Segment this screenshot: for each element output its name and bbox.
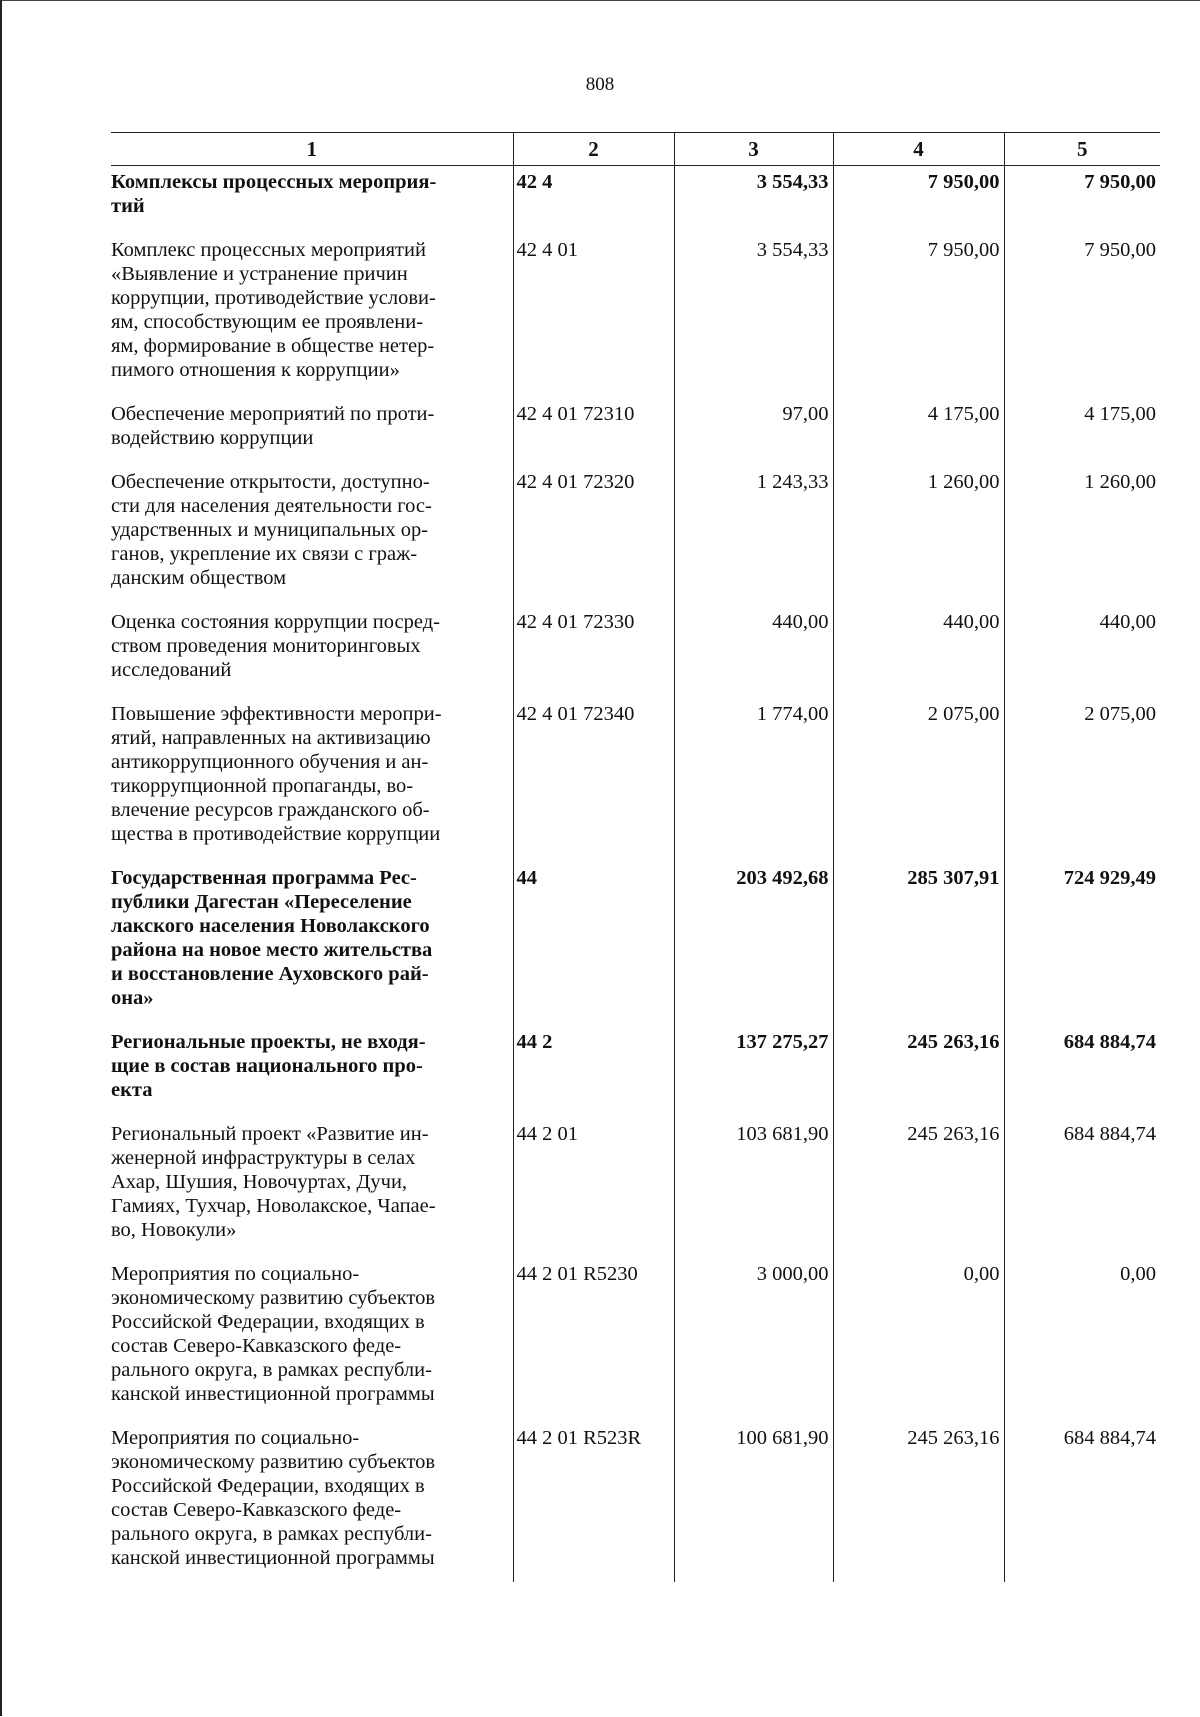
row-value-col4: 245 263,16 [833,1422,1004,1582]
row-code-cell: 44 [513,862,674,1026]
row-name-cell: Комплекс процессных мероприятий «Выявление и устранение причин коррупции, противодействие услови- ям, способствующим ее проявлени- ям, формирование в обществе нетер- пимого отношения к коррупции» [111,239,436,381]
column-header-2: 2 [513,133,674,166]
header-row [111,133,1160,166]
row-value-col3: 3 554,33 [674,166,833,235]
row-value-col4: 7 950,00 [833,166,1004,235]
row-value-col5: 2 075,00 [1004,698,1160,862]
row-value-col5: 440,00 [1004,606,1160,698]
row-code-cell: 44 2 01 [513,1118,674,1258]
row-code-cell: 42 4 01 72330 [513,606,674,698]
row-value-col3: 100 681,90 [674,1422,833,1582]
table-row [111,466,1160,606]
row-value-col3: 203 492,68 [674,862,833,1026]
row-value-col3: 97,00 [674,398,833,466]
row-value-col3: 1 243,33 [674,466,833,606]
row-value-col3: 3 000,00 [674,1258,833,1422]
table-row [111,166,1160,235]
row-code-cell: 44 2 [513,1026,674,1118]
row-value-col5: 724 929,49 [1004,862,1160,1026]
row-value-col4: 245 263,16 [833,1026,1004,1118]
column-header-3: 3 [674,133,833,166]
row-name-cell: Государственная программа Рес- публики Дагестан «Переселение лакского населения Новолакского района на новое место жительства и восстановление Ауховского рай- она» [111,867,433,1009]
column-header-1: 1 [111,133,513,166]
row-value-col4: 1 260,00 [833,466,1004,606]
row-value-col4: 285 307,91 [833,862,1004,1026]
row-value-col4: 0,00 [833,1258,1004,1422]
row-value-col4: 2 075,00 [833,698,1004,862]
row-name-cell: Обеспечение открытости, доступно- сти для населения деятельности гос- ударственных и муниципальных ор- ганов, укрепление их связи с граж- данским обществом [111,471,432,589]
row-name-cell: Повышение эффективности меропри- ятий, направленных на активизацию антикоррупционного обучения и ан- тикоррупционной пропаганды, во- влечение ресурсов гражданского об- щества в противодействие коррупции [111,703,442,845]
row-code-cell: 42 4 01 72310 [513,398,674,466]
row-value-col5: 1 260,00 [1004,466,1160,606]
row-name-cell: Обеспечение мероприятий по проти- водействию коррупции [111,403,435,449]
table-body [111,166,1160,1583]
table-header [111,133,1160,166]
row-value-col3: 440,00 [674,606,833,698]
row-name-cell: Региональные проекты, не входя- щие в состав национального про- екта [111,1031,426,1101]
table-row [111,1026,1160,1118]
table-row [111,234,1160,398]
row-value-col5: 7 950,00 [1004,234,1160,398]
row-value-col3: 137 275,27 [674,1026,833,1118]
table-row [111,1118,1160,1258]
page-number: 808 [585,74,615,95]
table-row [111,1258,1160,1422]
row-value-col5: 684 884,74 [1004,1118,1160,1258]
table-row [111,398,1160,466]
row-value-col4: 245 263,16 [833,1118,1004,1258]
row-name-cell: Региональный проект «Развитие ин- женерной инфраструктуры в селах Ахар, Шушия, Новочуртах, Дучи, Гамиях, Тухчар, Новолакское, Чапае- во, Новокули» [111,1123,436,1241]
row-name-cell: Мероприятия по социально- экономическому развитию субъектов Российской Федерации, входящих в состав Северо-Кавказского феде- рального округа, в рамках республи- канской инвестиционной программы [111,1263,436,1405]
row-value-col5: 4 175,00 [1004,398,1160,466]
row-value-col4: 7 950,00 [833,234,1004,398]
row-name-cell: Оценка состояния коррупции посред- ством проведения мониторинговых исследований [111,611,440,681]
row-value-col5: 684 884,74 [1004,1422,1160,1582]
row-name-cell: Комплексы процессных мероприя- тий [111,171,437,217]
column-header-5: 5 [1004,133,1160,166]
table-row [111,606,1160,698]
column-header-4: 4 [833,133,1004,166]
budget-table [111,132,1160,1582]
row-code-cell: 42 4 01 [513,234,674,398]
row-value-col5: 684 884,74 [1004,1026,1160,1118]
row-value-col5: 0,00 [1004,1258,1160,1422]
row-code-cell: 42 4 01 72320 [513,466,674,606]
table-row [111,1422,1160,1582]
row-code-cell: 44 2 01 R5230 [513,1258,674,1422]
row-value-col3: 103 681,90 [674,1118,833,1258]
row-value-col3: 3 554,33 [674,234,833,398]
row-value-col3: 1 774,00 [674,698,833,862]
row-code-cell: 44 2 01 R523R [513,1422,674,1582]
row-value-col5: 7 950,00 [1004,166,1160,235]
table-row [111,862,1160,1026]
row-value-col4: 440,00 [833,606,1004,698]
row-code-cell: 42 4 [513,166,674,235]
row-code-cell: 42 4 01 72340 [513,698,674,862]
table-row [111,698,1160,862]
row-value-col4: 4 175,00 [833,398,1004,466]
row-name-cell: Мероприятия по социально- экономическому развитию субъектов Российской Федерации, входящих в состав Северо-Кавказского феде- рального округа, в рамках республи- канской инвестиционной программы [111,1427,436,1569]
